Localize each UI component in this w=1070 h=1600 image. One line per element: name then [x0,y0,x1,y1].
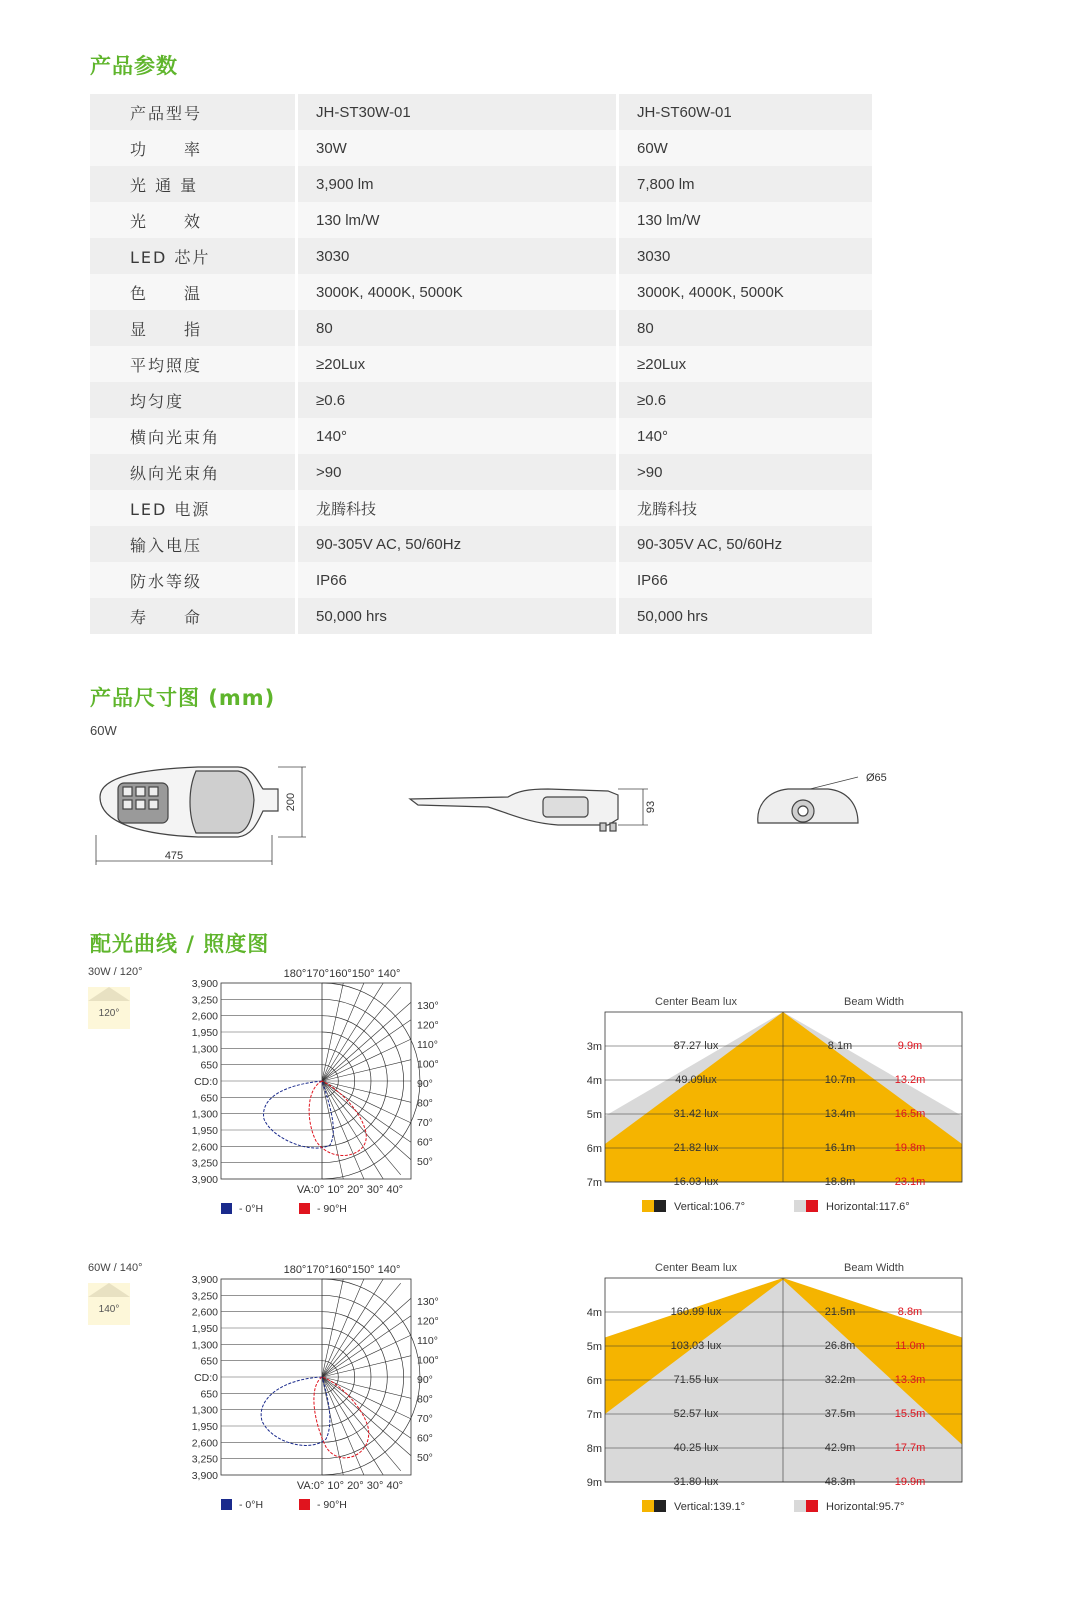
legend-vertical-swatch-b [654,1200,666,1212]
illum-header-width: Beam Width [844,996,904,1008]
illum-height-label: 4m [586,1307,602,1319]
spec-table [90,94,872,634]
spec-row [90,490,872,526]
legend-label-90h: - 90°H [317,1203,347,1215]
spec-value-30w: 龙腾科技 [297,490,618,526]
spec-label: 输入电压 [90,526,297,562]
top-view-drawing [96,767,306,865]
spec-value-60w: 90-305V AC, 50/60Hz [618,526,873,562]
spec-value-60w: >90 [618,454,873,490]
spec-row [90,382,872,418]
spec-row [90,238,872,274]
polar-angle-label: 80° [417,1097,433,1110]
polar-angle-label: 130° [417,1296,439,1308]
spec-row [90,166,872,202]
front-view-drawing [758,777,858,823]
dims-model-label: 60W [90,723,117,738]
illum-center-lux: 31.80 lux [673,1476,719,1488]
spec-row [90,94,872,130]
polar-scale-label: 3,250 [191,994,218,1007]
spec-value-60w: 130 lm/W [618,202,873,238]
spec-value-60w: 龙腾科技 [618,490,873,526]
illum-vertical-width: 16.1m [824,1142,856,1154]
illum-vertical-width: 42.9m [824,1442,856,1454]
dim-height: 93 [645,800,657,814]
polar-angle-label: 80° [417,1393,433,1406]
polar-angle-label: 130° [417,1000,439,1012]
spec-label: 功 率 [90,130,297,166]
spec-value-60w: IP66 [618,562,873,598]
spec-value-60w: 60W [618,130,873,166]
illum-vertical-width: 18.8m [824,1176,856,1188]
curve-30w-badge [88,987,130,1029]
dim-width: 200 [285,792,297,812]
polar-diagram-60w [185,1261,475,1521]
spec-row [90,454,872,490]
illuminance-chart-30w [580,990,980,1220]
spec-value-30w: 3000K, 4000K, 5000K [297,274,618,310]
legend-vertical-swatch-b [654,1500,666,1512]
illum-horizontal-width: 19.9m [894,1476,926,1488]
illum-height-label: 9m [586,1477,602,1489]
dimension-drawings [88,755,988,875]
polar-scale-label: 650 [200,1092,218,1105]
spec-value-30w: JH-ST30W-01 [297,94,618,130]
spec-row [90,418,872,454]
spec-row [90,310,872,346]
legend-horizontal-swatch-b [806,1200,818,1212]
polar-top-label: 180°170°160°150° 140° [283,968,401,980]
illum-height-label: 5m [586,1109,602,1121]
polar-scale-label: 1,950 [191,1027,218,1039]
spec-row [90,346,872,382]
legend-vertical-swatch-a [642,1200,654,1212]
illum-center-lux: 40.25 lux [673,1442,719,1454]
spec-label: 寿 命 [90,598,297,634]
spec-value-60w: 50,000 hrs [618,598,873,634]
polar-angle-label: 50° [417,1452,433,1464]
illum-center-lux: 16.03 lux [673,1176,719,1188]
legend-horizontal-swatch-a [794,1500,806,1512]
polar-scale-label: CD:0 [194,1372,218,1384]
legend-vertical-label: Vertical:106.7° [674,1201,746,1213]
spec-label: 产品型号 [90,94,297,130]
spec-value-30w: 140° [297,418,618,454]
polar-scale-label: 650 [200,1355,218,1368]
polar-scale-label: 1,950 [191,1125,218,1137]
illum-horizontal-width: 8.8m [897,1306,923,1318]
spec-value-30w: 80 [297,310,618,346]
illum-height-label: 5m [586,1341,602,1353]
illum-vertical-width: 26.8m [824,1340,856,1352]
polar-scale-label: 3,900 [191,1470,218,1482]
illum-center-lux: 31.42 lux [673,1108,719,1120]
spec-value-30w: 3030 [297,238,618,274]
curve-30w-label: 30W / 120° [88,966,143,978]
polar-scale-label: 3,900 [191,1174,218,1186]
curve-30w-badge-angle: 120° [98,1008,120,1019]
polar-angle-label: 100° [417,1058,439,1071]
spec-label: 横向光束角 [90,418,297,454]
illum-height-label: 6m [586,1375,602,1387]
illum-height-label: 6m [586,1143,602,1155]
illum-horizontal-width: 16.5m [894,1108,926,1120]
illum-vertical-width: 8.1m [827,1040,853,1052]
illum-horizontal-width: 13.3m [894,1374,926,1386]
polar-angle-label: 100° [417,1354,439,1367]
polar-angle-label: 60° [417,1136,433,1149]
curve-60w-badge-angle: 140° [98,1304,120,1315]
spec-value-60w: 7,800 lm [618,166,873,202]
spec-value-30w: >90 [297,454,618,490]
spec-value-60w: ≥20Lux [618,346,873,382]
illum-horizontal-width: 11.0m [895,1340,925,1352]
spec-label: 光 通 量 [90,166,297,202]
illum-horizontal-width: 19.8m [894,1142,926,1154]
illum-vertical-width: 32.2m [824,1374,856,1386]
spec-label: 平均照度 [90,346,297,382]
polar-scale-label: 1,300 [191,1043,218,1056]
polar-angle-label: 120° [417,1315,439,1328]
polar-scale-label: 1,300 [191,1108,218,1121]
polar-scale-label: 650 [200,1059,218,1072]
polar-scale-label: CD:0 [194,1076,218,1088]
polar-angle-label: 120° [417,1019,439,1032]
polar-diagram-30w [185,965,475,1225]
polar-scale-label: 3,250 [191,1290,218,1303]
illum-center-lux: 87.27 lux [673,1040,719,1052]
spec-value-30w: ≥0.6 [297,382,618,418]
polar-angle-label: 60° [417,1432,433,1445]
polar-scale-label: 1,300 [191,1404,218,1417]
illum-vertical-width: 21.5m [824,1306,856,1318]
polar-scale-label: 3,250 [191,1157,218,1170]
illum-height-label: 7m [586,1177,602,1189]
legend-label-90h: - 90°H [317,1499,347,1511]
illum-vertical-width: 10.7m [824,1074,856,1086]
spec-value-30w: 90-305V AC, 50/60Hz [297,526,618,562]
spec-value-30w: 130 lm/W [297,202,618,238]
spec-value-60w: 80 [618,310,873,346]
legend-label-0h: - 0°H [239,1203,264,1215]
illum-horizontal-width: 13.2m [894,1074,926,1086]
polar-scale-label: 650 [200,1388,218,1401]
polar-angle-label: 50° [417,1156,433,1168]
illum-height-label: 3m [586,1041,602,1053]
spec-label: 显 指 [90,310,297,346]
legend-label-0h: - 0°H [239,1499,264,1511]
illum-header-lux: Center Beam lux [655,996,737,1008]
illum-vertical-width: 13.4m [824,1108,856,1120]
legend-vertical-swatch-a [642,1500,654,1512]
illum-center-lux: 21.82 lux [673,1142,719,1154]
spec-value-60w: ≥0.6 [618,382,873,418]
illum-center-lux: 49.09lux [675,1074,717,1086]
spec-row [90,274,872,310]
illum-center-lux: 52.57 lux [673,1408,719,1420]
polar-angle-label: 70° [417,1117,433,1129]
spec-value-60w: 3030 [618,238,873,274]
section-title-dimensions: 产品尺寸图 (mm) [90,686,276,710]
illum-height-label: 8m [586,1443,602,1455]
illum-horizontal-width: 9.9m [897,1040,923,1052]
illum-horizontal-width: 23.1m [894,1176,926,1188]
spec-row [90,202,872,238]
illum-horizontal-width: 17.7m [894,1442,926,1454]
spec-label: LED 电源 [90,490,297,526]
spec-value-30w: 3,900 lm [297,166,618,202]
spec-label: 色 温 [90,274,297,310]
spec-row [90,130,872,166]
spec-label: 防水等级 [90,562,297,598]
spec-value-30w: 30W [297,130,618,166]
curve-60w-badge [88,1283,130,1325]
polar-scale-label: 2,600 [191,1141,218,1154]
spec-label: 均匀度 [90,382,297,418]
polar-scale-label: 3,250 [191,1453,218,1466]
illum-center-lux: 71.55 lux [673,1374,719,1386]
illuminance-chart-60w [580,1256,980,1526]
polar-angle-label: 90° [417,1374,433,1386]
polar-scale-label: 2,600 [191,1437,218,1450]
section-title-params: 产品参数 [90,54,178,78]
legend-horizontal-swatch-b [806,1500,818,1512]
polar-angle-label: 110° [417,1335,438,1347]
spec-value-60w: 3000K, 4000K, 5000K [618,274,873,310]
dim-pole-diameter: Ø65 [866,772,887,784]
illum-height-label: 7m [586,1409,602,1421]
polar-bottom-label: VA:0° 10° 20° 30° 40° [296,1480,404,1492]
legend-vertical-label: Vertical:139.1° [674,1501,746,1513]
polar-angle-label: 90° [417,1078,433,1090]
spec-row [90,562,872,598]
illum-vertical-width: 37.5m [824,1408,856,1420]
polar-scale-label: 1,300 [191,1339,218,1352]
legend-swatch-0h [221,1203,232,1214]
side-view-drawing [410,789,648,831]
illum-center-lux: 103.03 lux [670,1340,722,1352]
polar-scale-label: 2,600 [191,1010,218,1023]
spec-value-30w: IP66 [297,562,618,598]
illum-vertical-width: 48.3m [824,1476,856,1488]
spec-label: 纵向光束角 [90,454,297,490]
polar-scale-label: 3,900 [191,1274,218,1286]
spec-value-60w: JH-ST60W-01 [618,94,873,130]
illum-center-lux: 160.99 lux [670,1306,722,1318]
polar-scale-label: 1,950 [191,1421,218,1433]
spec-row [90,598,872,634]
illum-header-lux: Center Beam lux [655,1262,737,1274]
polar-scale-label: 1,950 [191,1323,218,1335]
legend-swatch-0h [221,1499,232,1510]
polar-scale-label: 2,600 [191,1306,218,1319]
spec-value-60w: 140° [618,418,873,454]
spec-label: 光 效 [90,202,297,238]
dim-length: 475 [164,850,184,862]
illum-header-width: Beam Width [844,1262,904,1274]
polar-bottom-label: VA:0° 10° 20° 30° 40° [296,1184,404,1196]
spec-row [90,526,872,562]
illum-height-label: 4m [586,1075,602,1087]
spec-label: LED 芯片 [90,238,297,274]
legend-swatch-90h [299,1499,310,1510]
section-title-curves: 配光曲线 / 照度图 [90,932,270,956]
legend-swatch-90h [299,1203,310,1214]
spec-value-30w: 50,000 hrs [297,598,618,634]
polar-top-label: 180°170°160°150° 140° [283,1264,401,1276]
curve-60w-label: 60W / 140° [88,1262,143,1274]
polar-scale-label: 3,900 [191,978,218,990]
spec-value-30w: ≥20Lux [297,346,618,382]
legend-horizontal-swatch-a [794,1200,806,1212]
legend-horizontal-label: Horizontal:117.6° [826,1201,910,1213]
polar-angle-label: 110° [417,1039,438,1051]
legend-horizontal-label: Horizontal:95.7° [826,1501,905,1513]
polar-angle-label: 70° [417,1413,433,1425]
illum-horizontal-width: 15.5m [894,1408,926,1420]
